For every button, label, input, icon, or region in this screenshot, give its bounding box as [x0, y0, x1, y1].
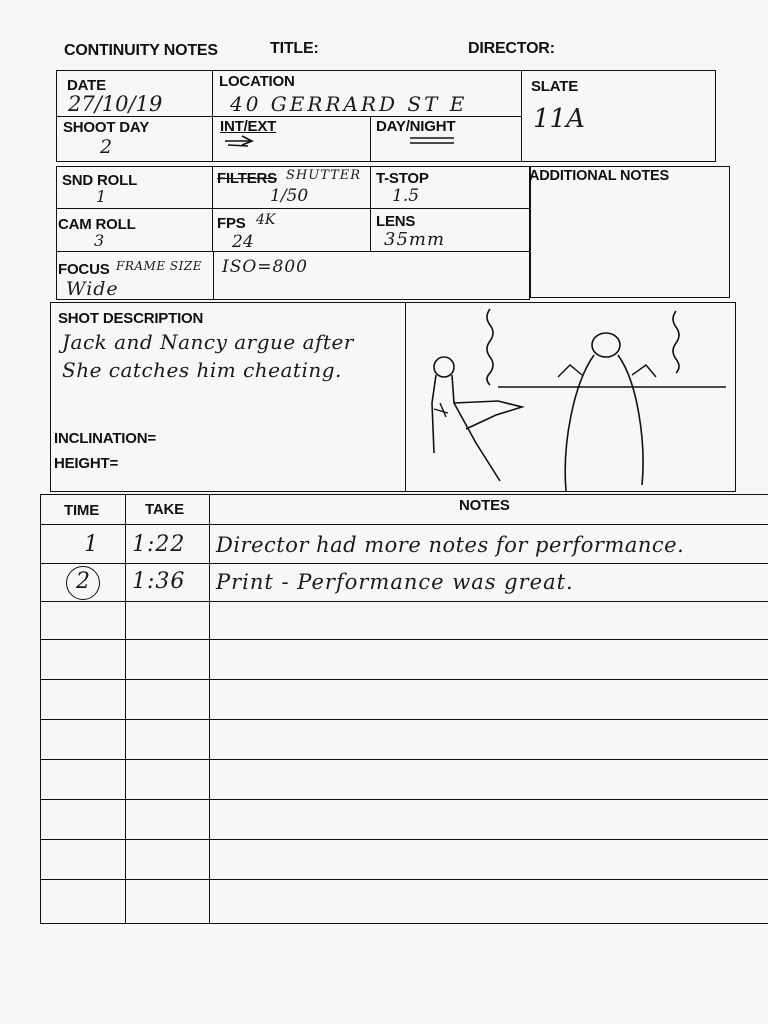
date-label: DATE: [67, 77, 106, 94]
row-time: 1: [84, 532, 98, 557]
t-stop-label: T-STOP: [376, 170, 429, 187]
height-label: HEIGHT=: [54, 455, 119, 472]
row-notes: Director had more notes for performance.: [216, 533, 685, 557]
lens-label: LENS: [376, 213, 416, 230]
shoot-day-value: 2: [100, 136, 113, 158]
day-night-label: DAY/NIGHT: [376, 118, 456, 135]
row-take: 1:36: [132, 569, 186, 594]
inclination-label: INCLINATION=: [54, 430, 156, 447]
shoot-day-label: SHOOT DAY: [63, 119, 149, 136]
slate-value: 11A: [533, 104, 585, 134]
frame-size-note: FRAME SIZE: [116, 259, 202, 273]
take-header: TAKE: [145, 501, 184, 518]
cam-roll-value: 3: [94, 231, 105, 250]
filters-shutter-note: SHUTTER: [286, 168, 362, 183]
fps-4k-note: 4K: [256, 212, 276, 228]
focus-label: FOCUS: [58, 261, 110, 278]
shot-description-line1: Jack and Nancy argue after: [62, 330, 354, 354]
notes-header: NOTES: [459, 497, 510, 514]
row-notes: Print - Performance was great.: [216, 570, 574, 594]
iso-value: ISO=800: [222, 257, 308, 277]
location-label: LOCATION: [219, 73, 295, 90]
lens-value: 35mm: [384, 229, 446, 250]
form-title: CONTINUITY NOTES: [64, 42, 218, 59]
int-ext-label: INT/EXT: [220, 118, 277, 135]
location-value: 40 GERRARD ST E: [230, 92, 468, 116]
notes-table: [40, 494, 768, 924]
date-value: 27/10/19: [68, 92, 163, 116]
additional-notes-box: [530, 166, 730, 298]
snd-roll-label: SND ROLL: [62, 172, 138, 189]
day-night-underline-mark: [408, 134, 458, 146]
cam-roll-label: CAM ROLL: [58, 216, 136, 233]
snd-roll-value: 1: [96, 187, 107, 206]
filters-label: [217, 170, 277, 187]
filters-label-text: FILTERS: [217, 170, 277, 187]
filters-value: 1/50: [270, 186, 309, 206]
title-label: TITLE:: [270, 40, 319, 57]
fps-value: 24: [232, 232, 254, 252]
time-header: TIME: [64, 502, 100, 519]
fps-label: FPS: [217, 215, 246, 232]
additional-notes-label: ADDITIONAL NOTES: [529, 168, 669, 184]
int-ext-arrow-mark: [222, 132, 262, 148]
director-label: DIRECTOR:: [468, 40, 555, 57]
shot-description-label: SHOT DESCRIPTION: [58, 310, 204, 327]
focus-value: Wide: [66, 278, 119, 300]
storyboard-sketch: [406, 303, 734, 491]
row-time: 2: [76, 569, 90, 594]
row-take: 1:22: [132, 532, 186, 557]
shot-description-line2: She catches him cheating.: [62, 358, 342, 382]
slate-label: SLATE: [531, 78, 579, 95]
t-stop-value: 1.5: [392, 186, 420, 206]
